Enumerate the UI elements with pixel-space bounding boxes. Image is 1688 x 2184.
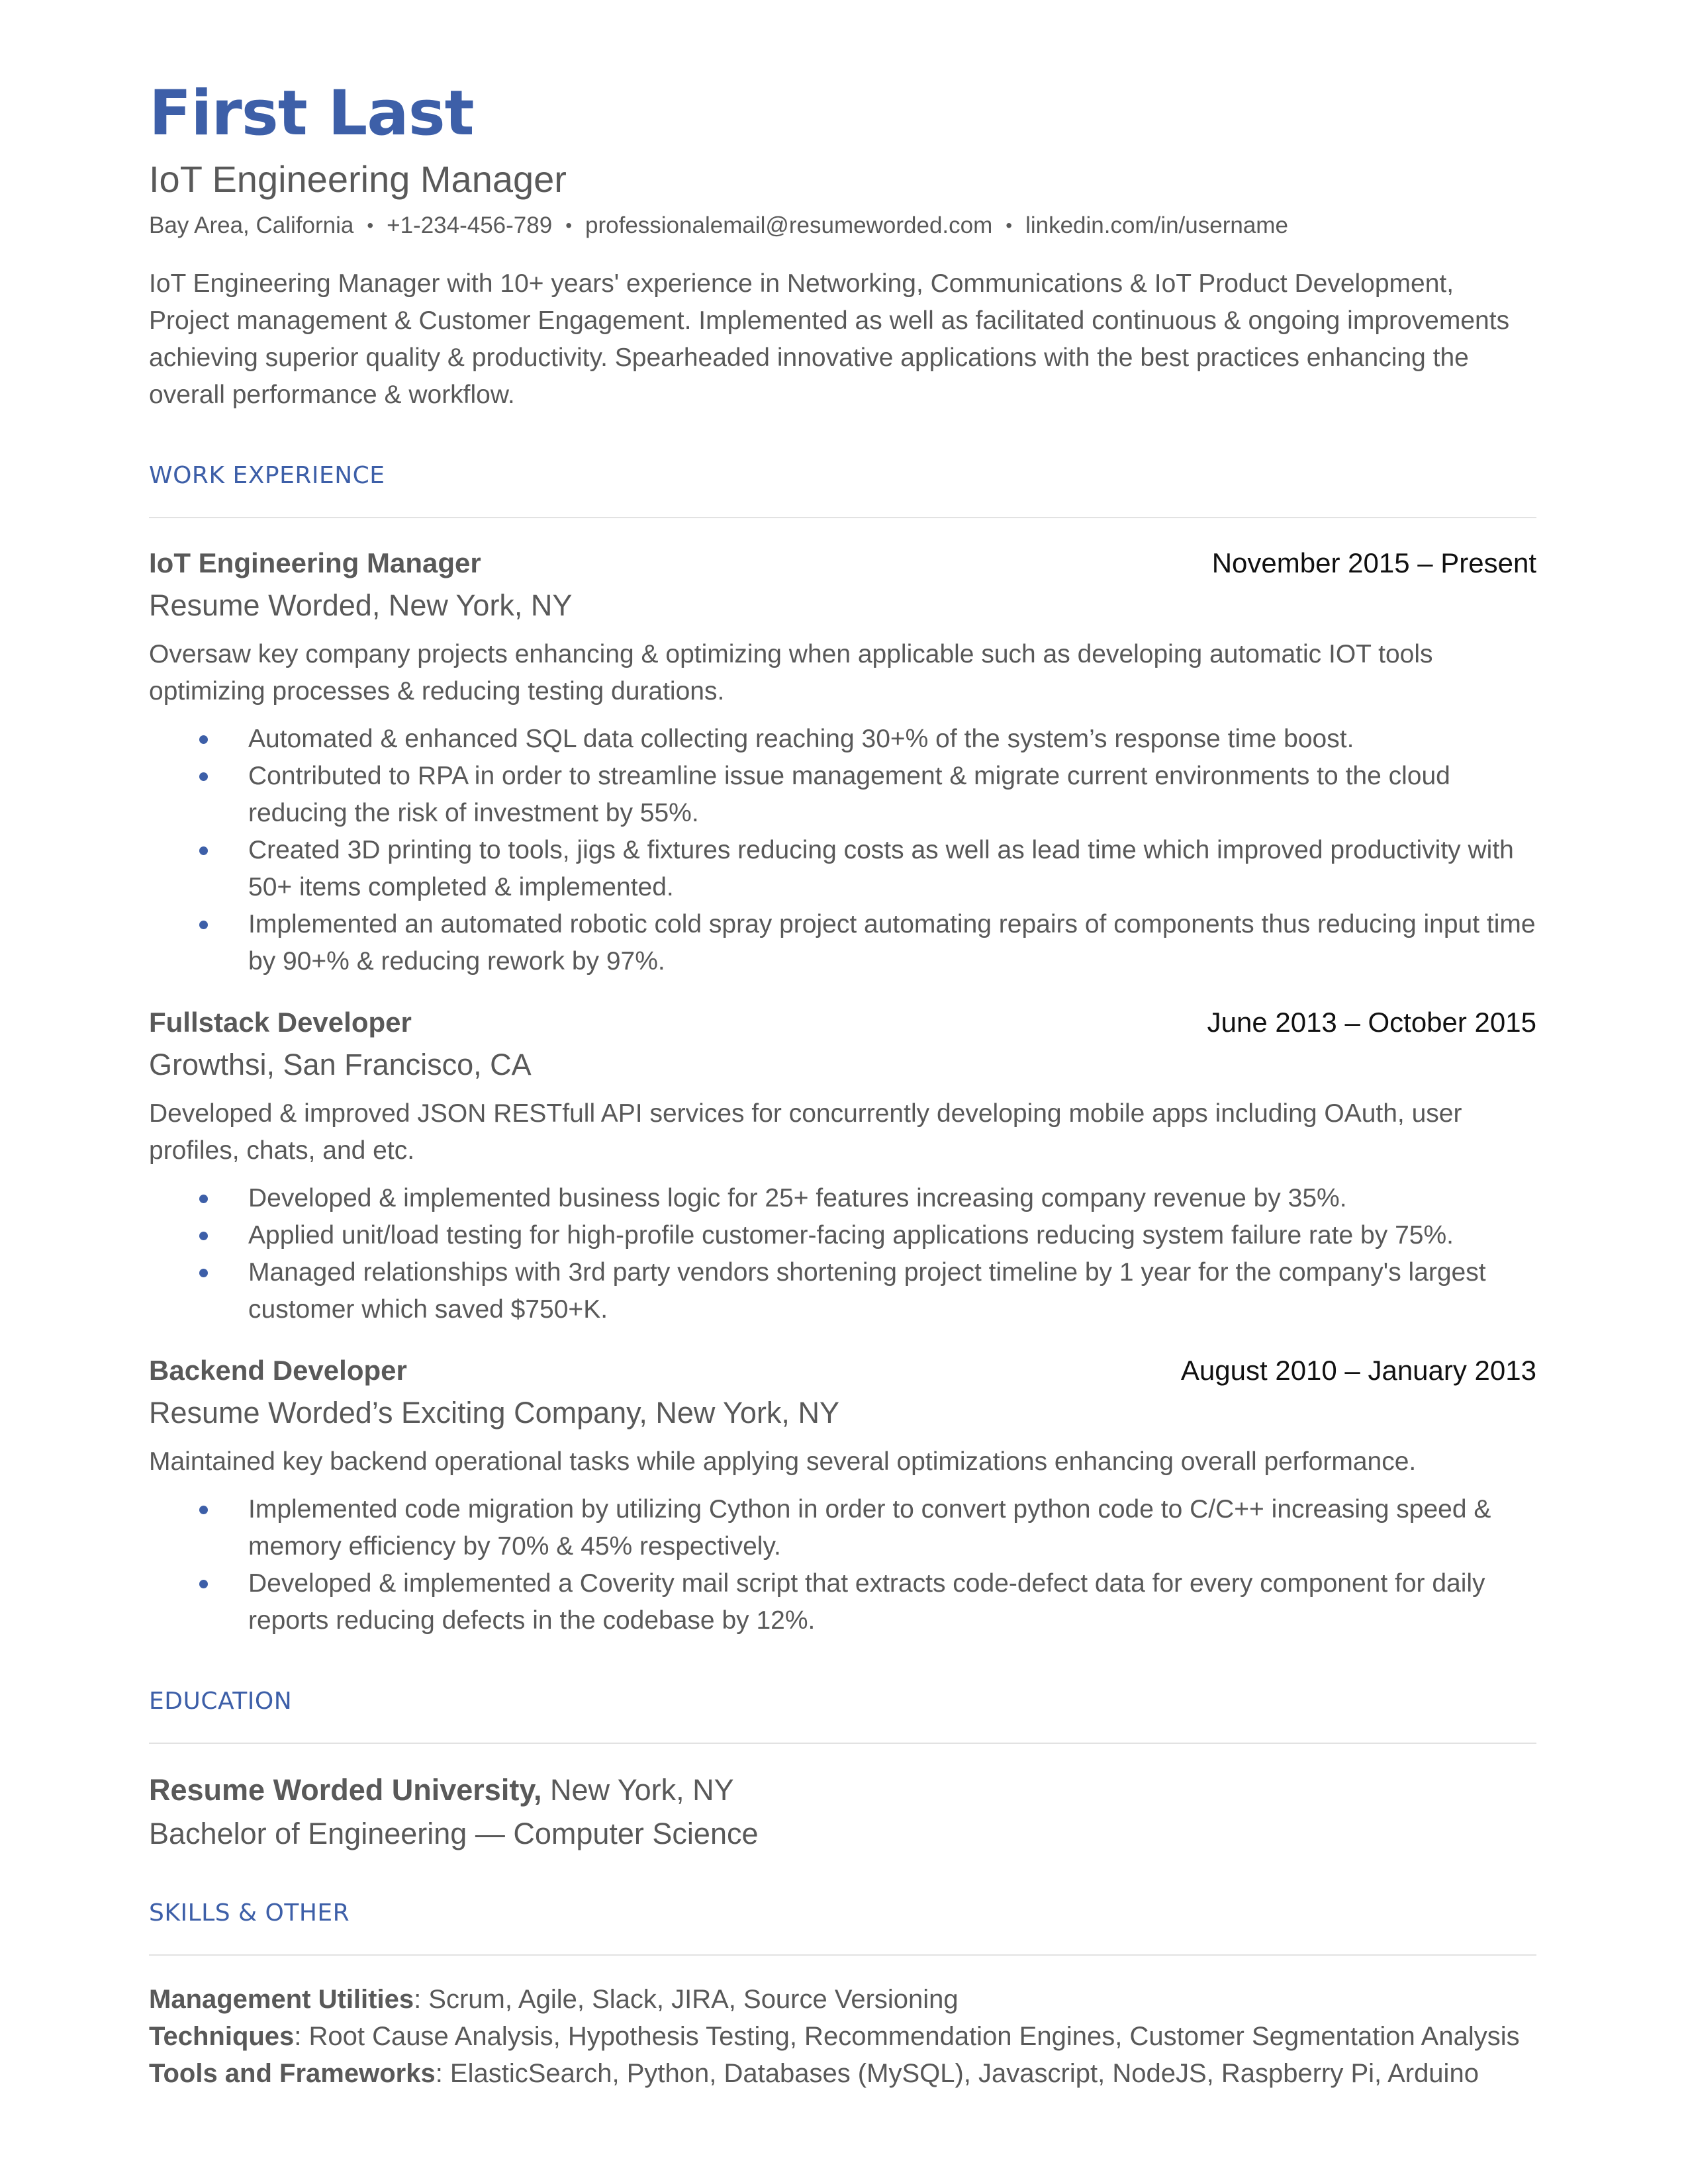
bullet-dot-icon	[199, 846, 208, 855]
bullet-dot-icon	[199, 1506, 208, 1514]
bullet-dot-icon	[199, 1195, 208, 1203]
job-description: Maintained key backend operational tasks while applying several optimizations enhancing overall performance.	[149, 1447, 1417, 1476]
job-bullet	[149, 832, 1536, 906]
bullet-text: Developed & implemented a Coverity mail script that extracts code-defect data for every component for daily reports reducing defects in the codebase by 12%.	[248, 1569, 1485, 1635]
job-header	[149, 1355, 1536, 1387]
job-role: Fullstack Developer	[149, 1006, 412, 1038]
skill-label: Management Utilities	[149, 1984, 414, 2014]
resume-page	[149, 79, 1536, 2092]
bullet-dot-icon	[199, 1269, 208, 1277]
bullet-dot-icon	[199, 735, 208, 744]
bullet-text: Automated & enhanced SQL data collecting reaching 30+% of the system’s response time boost.	[248, 724, 1354, 753]
job-bullet	[149, 1491, 1536, 1565]
job-header	[149, 547, 1536, 579]
job-bullet-list	[149, 1180, 1536, 1328]
candidate-title: IoT Engineering Manager	[149, 158, 567, 201]
job-entry	[149, 1007, 1536, 1328]
job-bullet	[149, 1217, 1536, 1254]
summary-paragraph: IoT Engineering Manager with 10+ years' experience in Networking, Communications & IoT Product Development, Project management & Customer Engagement. Implemented as well as facilitated continuous & ongoing improvements achieving superior quality & productivity. Spearheaded innovative applications with the best practices enhancing the overall performance & workflow.	[149, 269, 1510, 409]
skill-row	[149, 2018, 1536, 2055]
candidate-name: First Last	[149, 77, 474, 150]
skill-row	[149, 1981, 1536, 2018]
bullet-text: Contributed to RPA in order to streamline issue management & migrate current environments to the cloud reducing the risk of investment by 55%.	[248, 761, 1450, 827]
education-school: Resume Worded University,	[149, 1772, 542, 1807]
education-location: New York, NY	[541, 1772, 734, 1807]
section-heading-education: EDUCATION	[149, 1687, 293, 1715]
education-school-line	[149, 1773, 1536, 1807]
job-entry	[149, 1355, 1536, 1639]
job-bullet	[149, 1180, 1536, 1217]
section-divider	[149, 1954, 1536, 1956]
bullet-dot-icon	[199, 1580, 208, 1588]
bullet-dot-icon	[199, 921, 208, 929]
job-description: Developed & improved JSON RESTfull API services for concurrently developing mobile apps including OAuth, user profiles, chats, and etc.	[149, 1099, 1462, 1165]
bullet-text: Implemented code migration by utilizing Cython in order to convert python code to C/C++ increasing speed & memory efficiency by 70% & 45% respectively.	[248, 1494, 1491, 1561]
job-entry	[149, 547, 1536, 980]
skills-list	[149, 1981, 1536, 2092]
separator-dot: •	[367, 214, 374, 236]
job-company: Growthsi, San Francisco, CA	[149, 1047, 532, 1081]
bullet-text: Applied unit/load testing for high-profile customer-facing applications reducing system failure rate by 75%.	[248, 1220, 1454, 1250]
job-dates: June 2013 – October 2015	[1207, 1006, 1536, 1038]
job-role: IoT Engineering Manager	[149, 547, 481, 578]
separator-dot: •	[1006, 214, 1013, 236]
contact-location: Bay Area, California	[149, 212, 354, 238]
bullet-dot-icon	[199, 1232, 208, 1240]
job-company: Resume Worded’s Exciting Company, New York, NY	[149, 1395, 839, 1430]
contact-phone: +1-234-456-789	[387, 212, 553, 238]
education-degree: Bachelor of Engineering — Computer Science	[149, 1816, 759, 1850]
contact-linkedin: linkedin.com/in/username	[1025, 212, 1288, 238]
skill-label: Techniques	[149, 2021, 295, 2051]
skill-value: : Scrum, Agile, Slack, JIRA, Source Versioning	[414, 1984, 959, 2014]
skill-value: : Root Cause Analysis, Hypothesis Testing, Recommendation Engines, Customer Segmentation Analysis	[294, 2021, 1520, 2051]
job-bullet	[149, 906, 1536, 980]
bullet-text: Created 3D printing to tools, jigs & fixtures reducing costs as well as lead time which improved productivity with 50+ items completed & implemented.	[248, 835, 1514, 901]
skill-row	[149, 2055, 1536, 2092]
job-bullet-list	[149, 1491, 1536, 1639]
job-bullet	[149, 1565, 1536, 1639]
job-header	[149, 1007, 1536, 1038]
job-bullet	[149, 1254, 1536, 1328]
bullet-text: Developed & implemented business logic for 25+ features increasing company revenue by 35%.	[248, 1183, 1347, 1212]
bullet-dot-icon	[199, 772, 208, 781]
section-heading-skills: SKILLS & OTHER	[149, 1899, 350, 1927]
skill-label: Tools and Frameworks	[149, 2058, 436, 2088]
job-dates: November 2015 – Present	[1211, 547, 1536, 578]
job-company: Resume Worded, New York, NY	[149, 588, 573, 622]
job-bullet	[149, 758, 1536, 832]
section-heading-work: WORK EXPERIENCE	[149, 461, 385, 489]
job-bullet-list	[149, 721, 1536, 980]
job-bullet	[149, 721, 1536, 758]
job-role: Backend Developer	[149, 1354, 407, 1386]
job-dates: August 2010 – January 2013	[1180, 1354, 1536, 1386]
separator-dot: •	[565, 214, 573, 236]
bullet-text: Implemented an automated robotic cold spray project automating repairs of components thus reducing input time by 90+% & reducing rework by 97%.	[248, 909, 1536, 976]
contact-email: professionalemail@resumeworded.com	[585, 212, 993, 238]
education-entry	[149, 1773, 1536, 1851]
section-divider	[149, 1743, 1536, 1744]
contact-line	[149, 212, 1536, 239]
skill-value: : ElasticSearch, Python, Databases (MySQL), Javascript, NodeJS, Raspberry Pi, Arduino	[435, 2058, 1479, 2088]
job-description: Oversaw key company projects enhancing & optimizing when applicable such as developing automatic IOT tools optimizing processes & reducing testing durations.	[149, 639, 1433, 705]
section-divider	[149, 517, 1536, 518]
bullet-text: Managed relationships with 3rd party vendors shortening project timeline by 1 year for the company's largest customer which saved $750+K.	[248, 1257, 1486, 1324]
